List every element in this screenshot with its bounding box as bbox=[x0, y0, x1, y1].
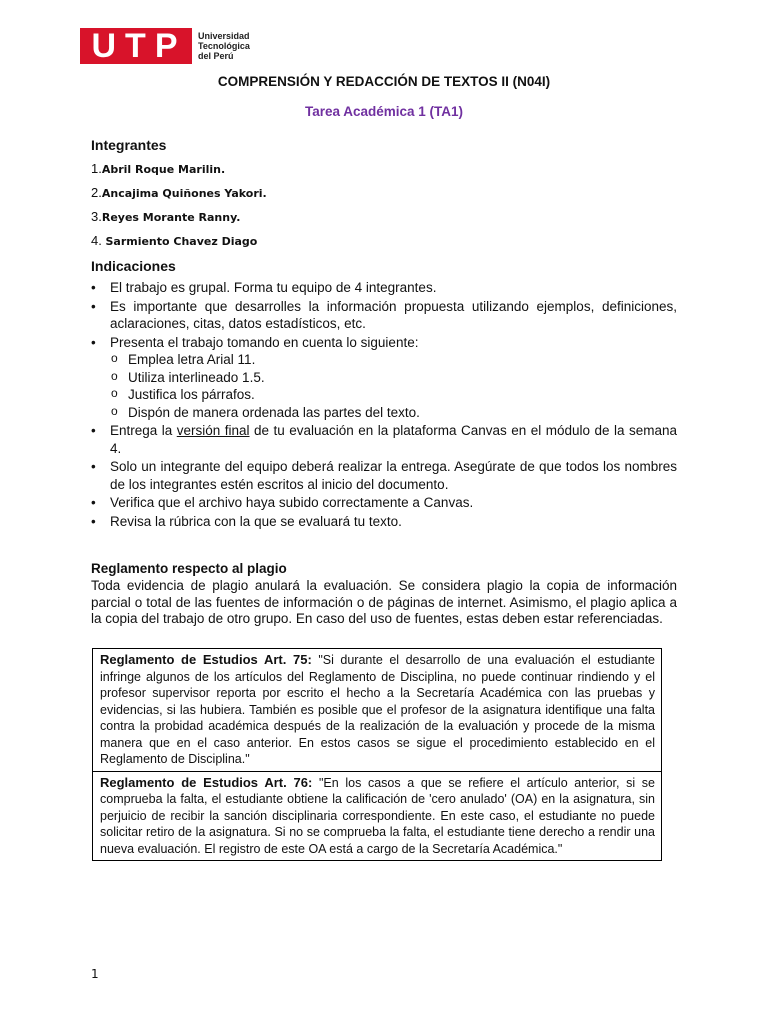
list-item-text: Presenta el trabajo tomando en cuenta lo siguiente: bbox=[110, 334, 419, 350]
list-item: • Revisa la rúbrica con la que se evaluará tu texto. bbox=[91, 513, 677, 531]
list-item: • Solo un integrante del equipo deberá realizar la entrega. Asegúrate de que todos los nombres de los integrantes estén escritos al inicio del documento. bbox=[91, 458, 677, 493]
rule-article-76 bbox=[93, 771, 661, 861]
logo-line-3: del Perú bbox=[198, 51, 234, 61]
list-item-text: Entrega la bbox=[110, 423, 177, 438]
member-number: 1. bbox=[91, 161, 102, 176]
rules-table bbox=[92, 648, 662, 861]
sublist-item: o Justifica los párrafos. bbox=[110, 386, 677, 404]
plagiarism-text: Toda evidencia de plagio anulará la evaluación. Se considera plagio la copia de información parcial o total de las fuentes de información o de páginas de internet. Asimismo, el plagio aplica a la copia del trabajo de otro grupo. En caso del uso de fuentes, estas deben estar referenciadas. bbox=[91, 578, 677, 626]
rule-article-75 bbox=[93, 649, 661, 771]
list-item: • El trabajo es grupal. Forma tu equipo de 4 integrantes. bbox=[91, 279, 677, 297]
member-name: Ancajima Quiñones Yakori. bbox=[101, 187, 267, 200]
list-item bbox=[91, 422, 677, 457]
sublist-item: o Utiliza interlineado 1.5. bbox=[110, 369, 677, 387]
member-name: Reyes Morante Ranny. bbox=[101, 211, 241, 224]
member-item bbox=[91, 161, 225, 176]
logo-line-2: Tecnológica bbox=[198, 41, 250, 51]
rule-title: Reglamento de Estudios Art. 76: bbox=[100, 774, 313, 790]
member-item bbox=[91, 233, 257, 248]
member-name: Abril Roque Marilin. bbox=[101, 163, 226, 176]
list-item-text: de tu evaluación en la plataforma Canvas en el módulo de la semana 4. bbox=[110, 423, 677, 456]
sublist-item: o Dispón de manera ordenada las partes del texto. bbox=[110, 404, 677, 422]
member-number: 2. bbox=[91, 185, 102, 200]
members-heading: Integrantes bbox=[91, 137, 167, 153]
rule-title: Reglamento de Estudios Art. 75: bbox=[100, 652, 312, 667]
plagiarism-heading: Reglamento respecto al plagio bbox=[91, 561, 287, 576]
logo-line-1: Universidad bbox=[198, 31, 250, 41]
document-subtitle: Tarea Académica 1 (TA1) bbox=[304, 104, 464, 119]
member-item bbox=[91, 209, 240, 224]
sublist-item: o Emplea letra Arial 11. bbox=[110, 351, 677, 369]
utp-logo-mark: UTP bbox=[80, 28, 192, 64]
list-item: • Verifica que el archivo haya subido correctamente a Canvas. bbox=[91, 494, 677, 512]
instructions-list bbox=[91, 279, 677, 531]
member-item bbox=[91, 185, 267, 200]
document-title: COMPRENSIÓN Y REDACCIÓN DE TEXTOS II (N04I) bbox=[217, 74, 551, 89]
format-sublist bbox=[110, 351, 677, 421]
rule-text: "Si durante el desarrollo de una evaluación el estudiante infringe algunos de los artículos del Reglamento de Disciplina, no puede continuar rindiendo y el profesor supervisor reporta por escrito el hecho a la Secretaría Académica con las pruebas y evidencias, si las hubiera. También es posible que el profesor de la asignatura identifique una falta contra la probidad académica después de la realización de la evaluación y procede de la misma manera que en el caso anterior. En estos casos se sigue el procedimiento establecido en el Reglamento de Disciplina." bbox=[100, 653, 656, 766]
list-item: • Es importante que desarrolles la información propuesta utilizando ejemplos, definiciones, aclaraciones, citas, datos estadísticos, etc. bbox=[91, 298, 677, 333]
utp-logo-text bbox=[198, 31, 250, 61]
rule-text: "En los casos a que se refiere el artículo anterior, si se comprueba la falta, el estudiante obtiene la calificación de 'cero anulado' (OA) en la asignatura, sin perjuicio de recibir la sanción disciplinaria correspondiente. En este caso, el estudiante no puede solicitar retiro de la asignatura. Si no se comprueba la falta, el estudiante tiene derecho a rendir una nueva evaluación. El registro de este OA está a cargo de la Secretaría Académica." bbox=[100, 775, 655, 856]
member-name: Sarmiento Chavez Diago bbox=[105, 235, 258, 248]
page-number: 1 bbox=[91, 967, 99, 981]
member-number: 3. bbox=[91, 209, 102, 224]
member-number: 4. bbox=[91, 233, 106, 248]
instructions-heading: Indicaciones bbox=[91, 258, 176, 274]
list-item bbox=[91, 334, 677, 422]
utp-logo bbox=[80, 28, 250, 64]
final-version-underline: versión final bbox=[176, 423, 250, 438]
